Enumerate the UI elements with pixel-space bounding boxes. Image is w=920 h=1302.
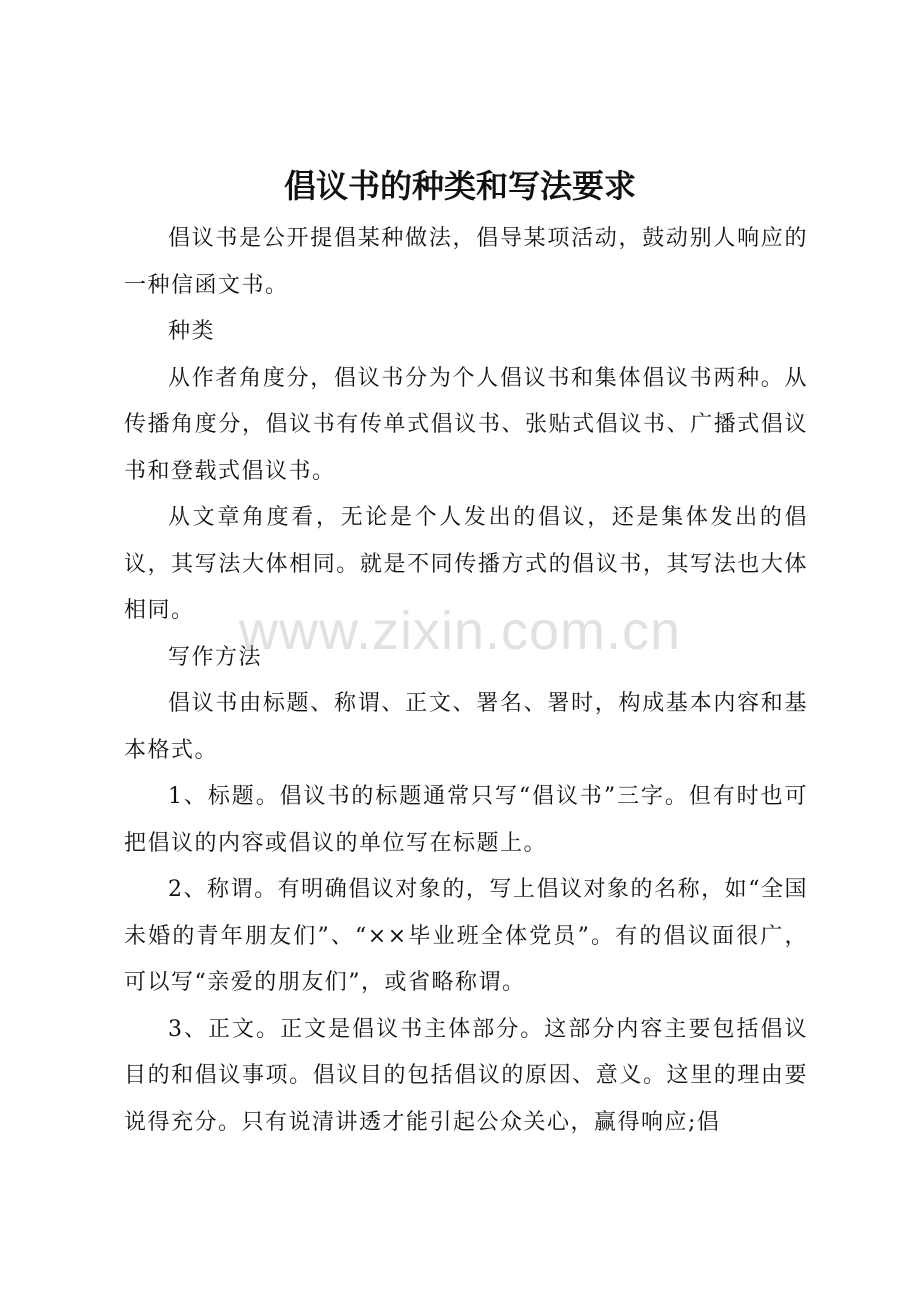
paragraph-intro: 倡议书是公开提倡某种做法，倡导某项活动，鼓动别人响应的一种信函文书。 <box>124 226 808 298</box>
paragraph-salutation-rule: 2、称谓。有明确倡议对象的，写上倡议对象的名称，如“全国未婚的青年朋友们”、“××毕业班全体党员”。有的倡议面很广，可以写“亲爱的朋友们”，或省略称谓。 <box>124 877 808 995</box>
document-body <box>124 216 808 1146</box>
section-heading-types: 种类 <box>168 319 216 344</box>
paragraph-structure: 倡议书由标题、称谓、正文、署名、署时，构成基本内容和基本格式。 <box>124 691 808 763</box>
watermark: www.zixin.com.cn <box>238 601 682 661</box>
section-heading-method: 写作方法 <box>168 644 263 670</box>
paragraph-types-article: 从文章角度看，无论是个人发出的倡议，还是集体发出的倡议，其写法大体相同。就是不同传播方式的倡议书，其写法也大体相同。 <box>124 505 808 623</box>
paragraph-title-rule: 1、标题。倡议书的标题通常只写“倡议书”三字。但有时也可把倡议的内容或倡议的单位写在标题上。 <box>124 784 808 856</box>
document-title: 倡议书的种类和写法要求 <box>283 167 636 205</box>
paragraph-body-rule: 3、正文。正文是倡议书主体部分。这部分内容主要包括倡议目的和倡议事项。倡议目的包括倡议的原因、意义。这里的理由要说得充分。只有说清讲透才能引起公众关心，赢得响应;倡 <box>124 1016 808 1135</box>
paragraph-types-author: 从作者角度分，倡议书分为个人倡议书和集体倡议书两种。从传播角度分，倡议书有传单式倡议书、张贴式倡议书、广播式倡议书和登载式倡议书。 <box>124 365 808 484</box>
